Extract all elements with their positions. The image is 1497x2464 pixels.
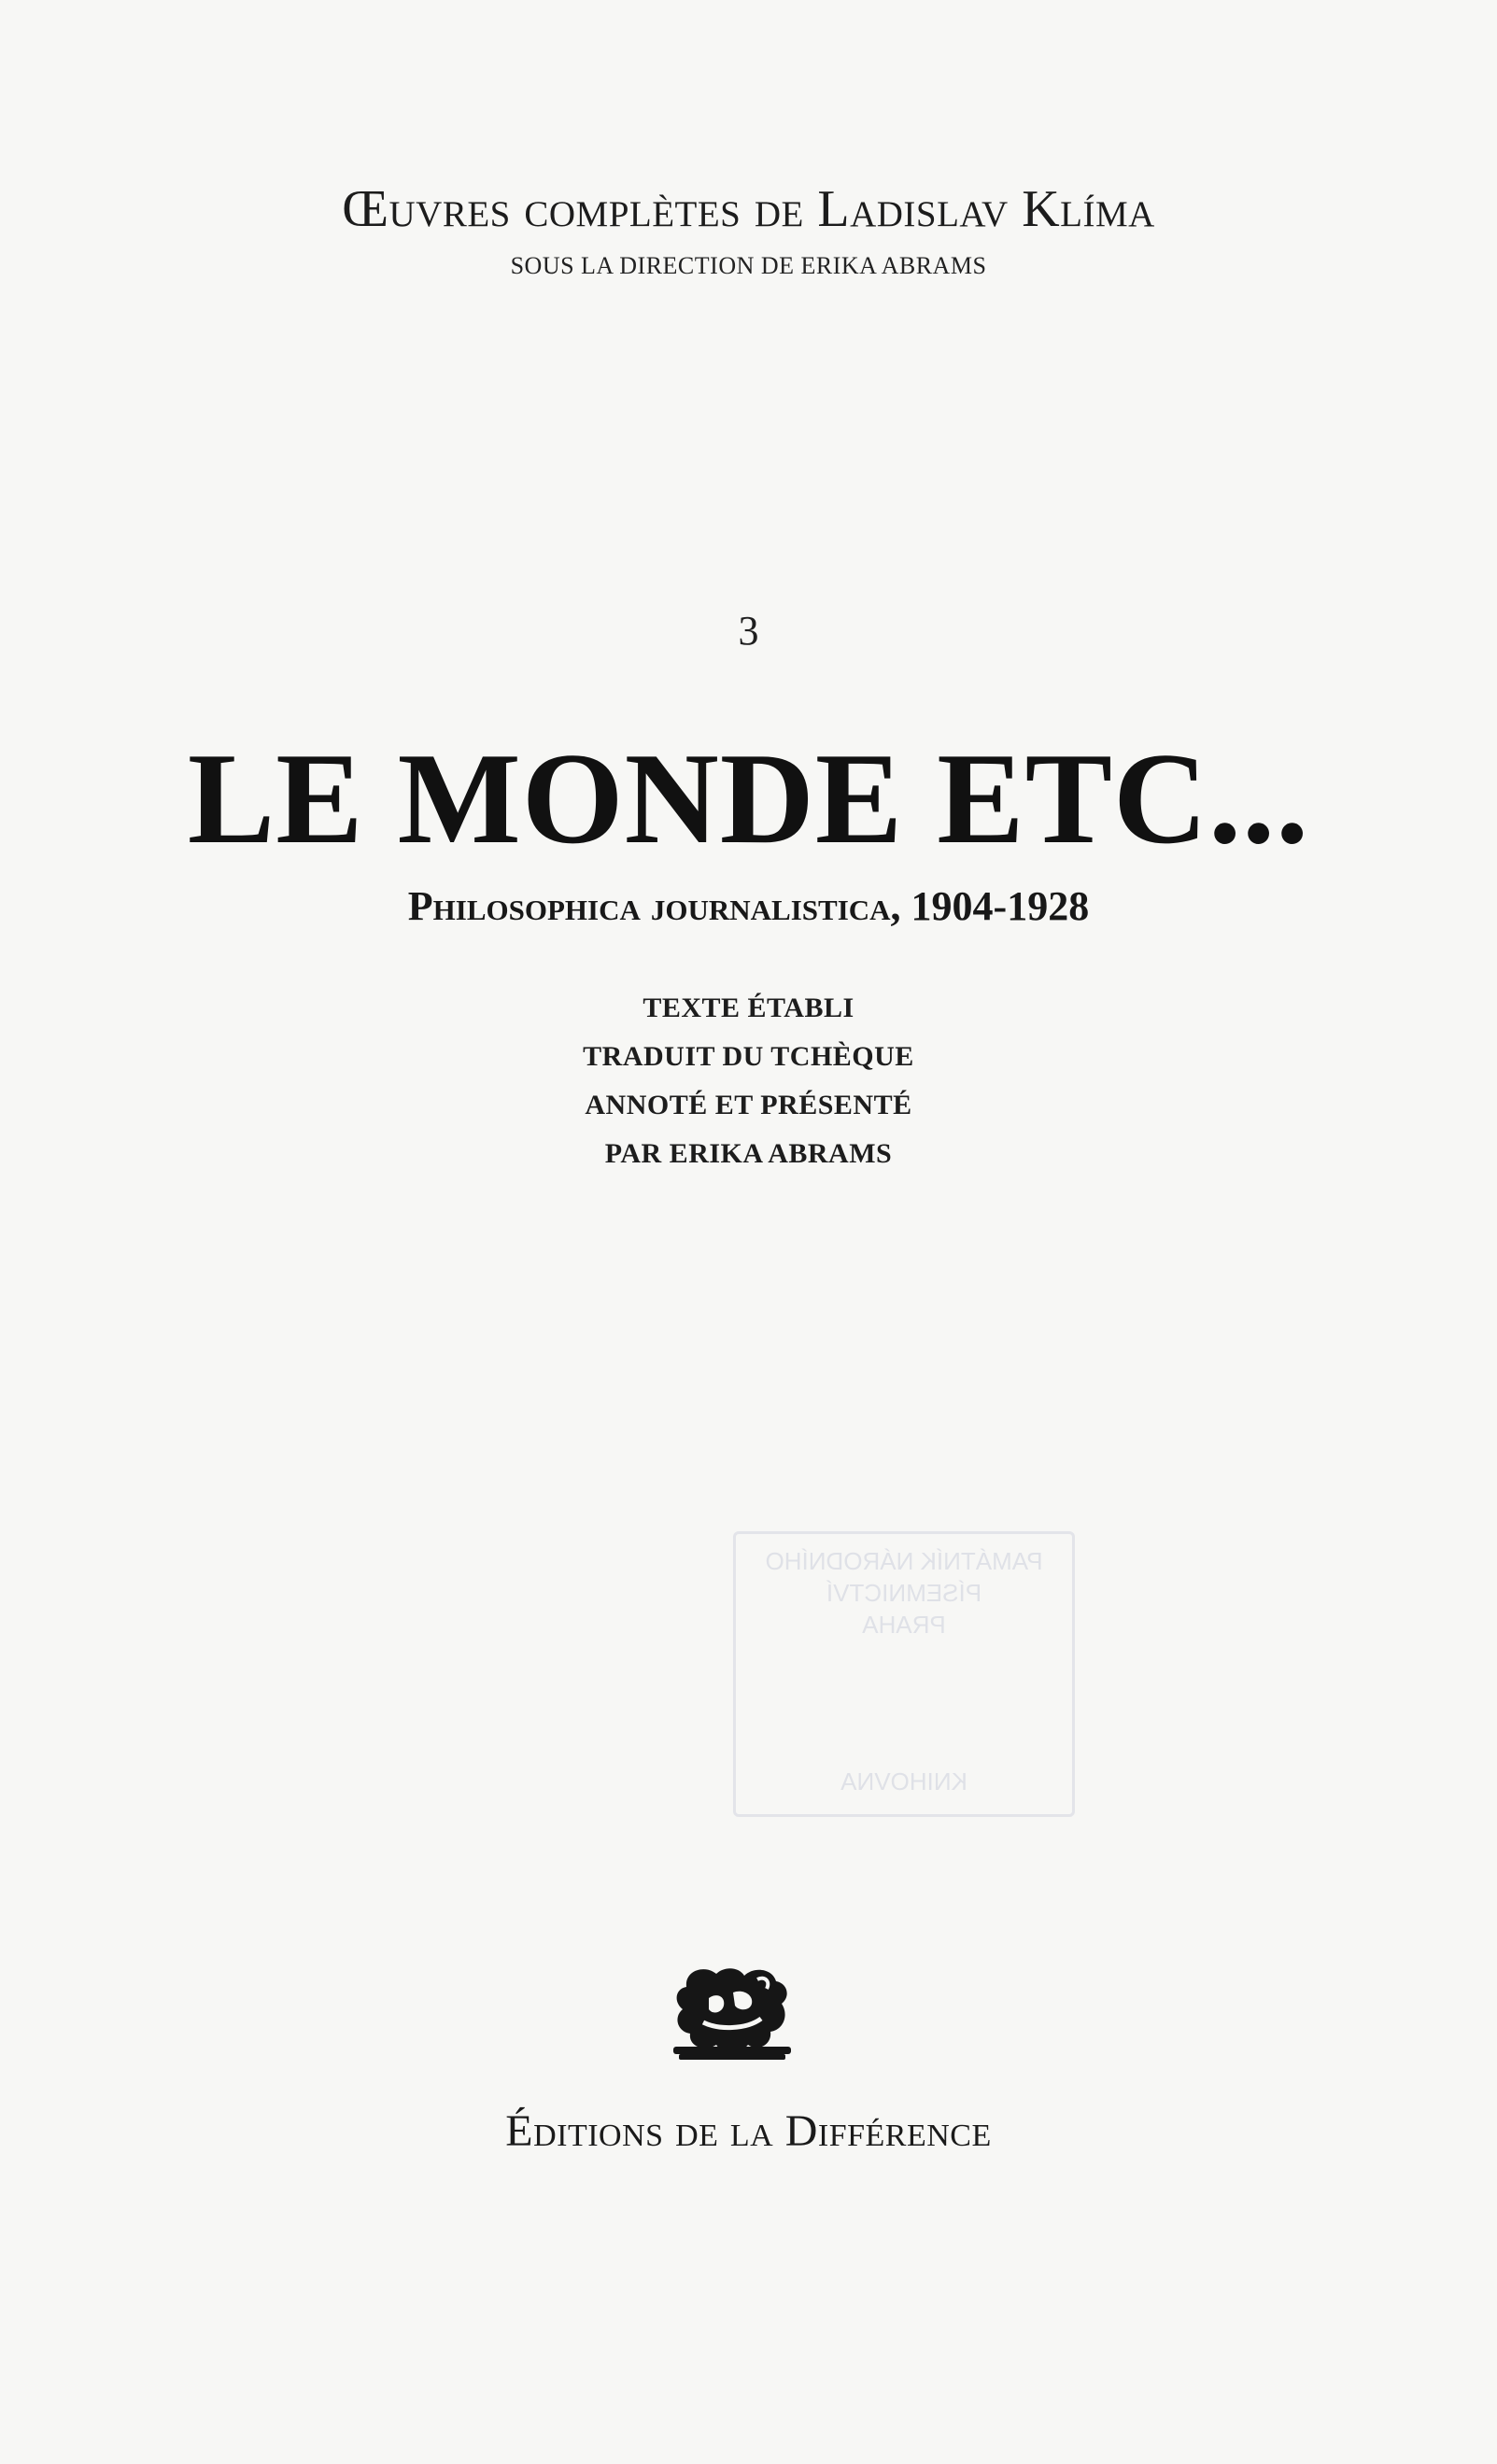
stamp-line: PAMÁTNÍK NÁRODNÍHO xyxy=(765,1547,1043,1575)
series-title: Œuvres complètes de Ladislav Klíma xyxy=(342,180,1155,238)
credit-line: TEXTE ÉTABLI xyxy=(643,993,854,1023)
stamp-line: PRAHA xyxy=(862,1611,946,1639)
credit-line: TRADUIT DU TCHÈQUE xyxy=(583,1041,914,1072)
book-subtitle: Philosophica journalistica, 1904-1928 xyxy=(407,883,1090,929)
stamp-line: KNIHOVNA xyxy=(840,1767,967,1795)
credit-line: PAR ERIKA ABRAMS xyxy=(604,1138,893,1169)
library-stamp xyxy=(733,1531,1075,1817)
publisher-logo-icon xyxy=(668,1961,797,2063)
stamp-line: PÍSEMNICTVÍ xyxy=(826,1579,982,1607)
publisher-name: Éditions de la Différence xyxy=(505,2106,992,2156)
book-title: LE MONDE ETC... xyxy=(187,726,1310,871)
credit-line: ANNOTÉ ET PRÉSENTÉ xyxy=(585,1090,912,1120)
series-direction: SOUS LA DIRECTION DE ERIKA ABRAMS xyxy=(510,252,987,279)
volume-number: 3 xyxy=(738,608,759,654)
